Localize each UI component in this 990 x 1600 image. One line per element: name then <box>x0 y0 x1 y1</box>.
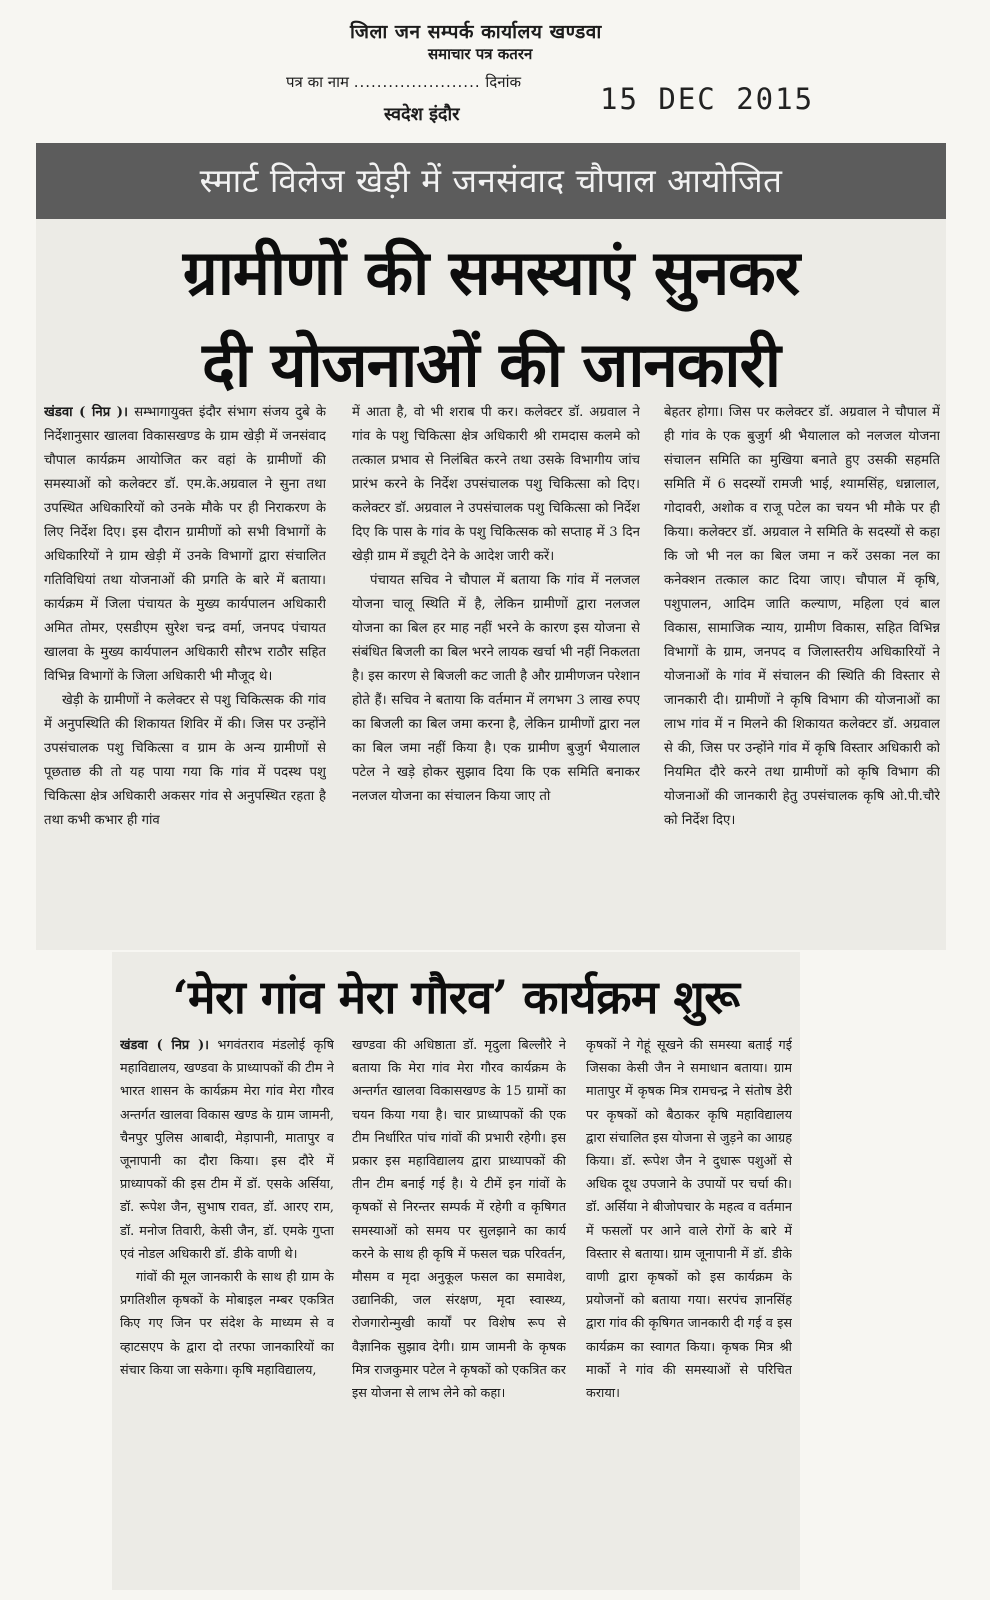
article1-paragraph <box>44 401 326 689</box>
article1-headline-line1: ग्रामीणों की समस्याएं सुनकर <box>182 236 800 309</box>
article2-dateline: खंडवा ( निप्र )। <box>120 1038 209 1053</box>
article2-column-3 <box>586 1034 792 1582</box>
article1-dateline: खंडवा ( निप्र )। <box>44 405 129 420</box>
article2-column-2 <box>352 1034 566 1582</box>
date-stamp: 15 DEC 2015 <box>600 82 815 116</box>
article2-column-1 <box>120 1034 334 1582</box>
article2-col1-p2: गांवों की मूल जानकारी के साथ ही ग्राम के प्रगतिशील कृषकों के मोबाइल नम्बर एकत्रित किए गए जिन पर संदेश के माध्यम से व व्हाटसएप के द्वारा दो तरफा जानकारियों का संचार किया जा सकेगा। कृषि महाविद्यालय, <box>120 1270 334 1378</box>
article1-col2-p1: में आता है, वो भी शराब पी कर। कलेक्टर डॉ. अग्रवाल ने गांव के पशु चिकित्सा क्षेत्र अधिकारी श्री रामदास कलमे को तत्काल प्रभाव से निलंबित करने तथा उसके विभागीय जांच प्रारंभ करने के निर्देश उपसंचालक पशु चिकित्सा को दिए। कलेक्टर डॉ. अग्रवाल ने उपसंचालक पशु चिकित्सा को निर्देश दिए कि पास के गांव के पशु चिकित्सक को सप्ताह में 3 दिन खेड़ी ग्राम में ड्यूटी देने के आदेश जारी करें। <box>352 405 640 564</box>
article1-headline <box>36 227 946 411</box>
paper-name-row <box>286 72 521 92</box>
clipping-stamp <box>0 18 990 128</box>
article1-column-1 <box>44 401 326 941</box>
article2-col3-p1: कृषकों ने गेहूं सूखने की समस्या बताई गई जिसका केसी जैन ने समाधान बताया। ग्राम मातापुर में कृषक मित्र रामचन्द्र ने संतोष डेरी पर कृषकों को बैठाकर कृषि महाविद्यालय द्वारा संचालित इस योजना से जुड़ने का आग्रह किया। डॉ. रूपेश जैन ने दुधारू पशुओं से अधिक दूध उपजाने के उपायों पर चर्चा की। डॉ. अर्सिया ने बीजोपचार के महत्व व वर्तमान में फसलों पर आने वाले रोगों के बारे में विस्तार से बताया। ग्राम जूनापानी में डॉ. डीके वाणी द्वारा कृषकों को इस कार्यक्रम के प्रयोजनों को बताया गया। सरपंच ज्ञानसिंह द्वारा गांव की कृषिगत जानकारी दी गई व इस कार्यक्रम का स्वागत किया। कृषक मित्र श्री मार्को ने गांव की समस्याओं से परिचित कराया। <box>586 1038 792 1402</box>
article2-col2-p1: खण्डवा की अधिष्ठाता डॉ. मृदुला बिल्लौरे ने बताया कि मेरा गांव मेरा गौरव कार्यक्रम के अन्तर्गत खालवा विकासखण्ड के 15 ग्रामों का चयन किया गया है। चार प्राध्यापकों की एक टीम निर्धारित पांच गांवों की प्रभारी रहेगी। इस प्रकार इस महाविद्यालय द्वारा प्राध्यापकों की तीन टीम बनाई गई है। ये टीमें इन गांवों के कृषकों से निरन्तर सम्पर्क में रहेगी व कृषिगत समस्याओं को समय पर सुलझाने का कार्य करने के साथ ही कृषि में फसल चक्र परिवर्तन, मौसम व मृदा अनुकूल फसल का समावेश, उद्यानिकी, जल संरक्षण, मृदा स्वास्थ्य, रोजगारोन्मुखी कार्यों पर विशेष रूप से वैज्ञानिक सुझाव देगी। ग्राम जामनी के कृषक मित्र राजकुमार पटेल ने कृषकों को एकत्रित कर इस योजना से लाभ लेने को कहा। <box>352 1038 566 1402</box>
date-label: दिनांक <box>485 73 521 91</box>
article1-kicker: स्मार्ट विलेज खेड़ी में जनसंवाद चौपाल आयोजित <box>36 143 946 219</box>
article1-column-2 <box>352 401 640 941</box>
article-clipping-2 <box>112 952 800 1590</box>
article1-col1-p1: सम्भागायुक्त इंदौर संभाग संजय दुबे के निर्देशानुसार खालवा विकासखण्ड के ग्राम खेड़ी में जनसंवाद चौपाल कार्यक्रम आयोजित कर वहां के ग्रामीणों की समस्याओं को कलेक्टर डॉ. एम.के.अग्रवाल ने सुना तथा उपस्थित अधिकारियों को उनके मौके पर ही निराकरण के लिए निर्देश दिए। इस दौरान ग्रामीणों को सभी विभागों के अधिकारियों ने ग्राम खेड़ी में उनके विभागों द्वारा संचालित गतिविधियां तथा योजनाओं की प्रगति के बारे में बताया। कार्यक्रम में जिला पंचायत के मुख्य कार्यपालन अधिकारी अमित तोमर, एसडीएम सुरेश चन्द्र वर्मा, जनपद पंचायत खालवा के मुख्य कार्यपालन अधिकारी सौरभ राठौर सहित विभिन्न विभागों के जिला अधिकारी भी मौजूद थे। <box>44 405 326 684</box>
article2-paragraph <box>120 1034 334 1266</box>
article1-body <box>44 401 940 941</box>
article-clipping-1 <box>36 143 946 950</box>
clipping-label: समाचार पत्र कतरन <box>428 45 533 63</box>
article1-col3-p1: बेहतर होगा। जिस पर कलेक्टर डॉ. अग्रवाल ने चौपाल में ही गांव के एक बुजुर्ग श्री भैयालाल को नलजल योजना संचालन समिति का मुखिया बनाते हुए उसकी सहमति समिति में 6 सदस्यों रामजी भाई, श्यामसिंह, धन्नालाल, गोदावरी, अशोक व राजू पटेल का चयन भी मौके पर ही किया। कलेक्टर डॉ. अग्रवाल ने समिति के सदस्यों से कहा कि जो भी नल का बिल जमा न करें उसका नल का कनेक्शन तत्काल काट दिया जाए। चौपाल में कृषि, पशुपालन, आदिम जाति कल्याण, महिला एवं बाल विकास, सामाजिक न्याय, ग्रामीण विकास, सहित विभिन्न विभागों के ग्राम, जनपद व जिलास्तरीय अधिकारियों ने योजनाओं के गांव में संचालन की स्थिति की विस्तार से जानकारी दी। ग्रामीणों ने कृषि विभाग की योजनाओं का लाभ गांव में न मिलने की शिकायत कलेक्टर डॉ. अग्रवाल से की, जिस पर उन्होंने गांव में कृषि विस्तार अधिकारी को नियमित दौरे करने तथा ग्रामीणों को कृषि विभाग की योजनाओं की जानकारी हेतु उपसंचालक कृषि ओ.पी.चौरे को निर्देश दिए। <box>664 405 940 828</box>
paper-name: स्वदेश इंदौर <box>384 104 460 125</box>
article1-headline-line2: दी योजनाओं की जानकारी <box>202 328 780 401</box>
paper-name-label: पत्र का नाम <box>286 73 349 91</box>
article2-headline: ‘मेरा गांव मेरा गौरव’ कार्यक्रम शुरू <box>172 970 740 1024</box>
office-line: जिला जन सम्पर्क कार्यालय खण्डवा <box>350 21 602 43</box>
article1-column-3 <box>664 401 940 941</box>
paper-name-dots: ...................... <box>353 73 481 91</box>
article2-col1-p1: भगवंतराव मंडलोई कृषि महाविद्यालय, खण्डवा के प्राध्यापकों की टीम ने भारत शासन के कार्यक्रम मेरा गांव मेरा गौरव अन्तर्गत खालवा विकास खण्ड के ग्राम जामनी, चैनपुर पुलिस आबादी, मेड़ापानी, मातापुर व जूनापानी का दौरा किया। इस दौरे में प्राध्यापकों की इस टीम में डॉ. एसके अर्सिया, डॉ. रूपेश जैन, सुभाष रावत, डॉ. आरए राम, डॉ. मनोज तिवारी, केसी जैन, डॉ. एमके गुप्ता एवं नोडल अधिकारी डॉ. डीके वाणी थे। <box>120 1038 334 1262</box>
article2-body <box>120 1034 792 1582</box>
article1-col2-p2: पंचायत सचिव ने चौपाल में बताया कि गांव में नलजल योजना चालू स्थिति में है, लेकिन ग्रामीणों द्वारा नलजल योजना का बिल हर माह नहीं भरने के कारण इस योजना से संबंधित बिजली का बिल भरने लायक खर्चा भी नहीं निकलता है। इस कारण से बिजली कट जाती है और ग्रामीणजन परेशान होते हैं। सचिव ने बताया कि वर्तमान में लगभग 3 लाख रुपए का बिजली का बिल जमा करना है, लेकिन ग्रामीणों द्वारा नल का बिल जमा नहीं किया है। एक ग्रामीण बुजुर्ग भैयालाल पटेल ने खड़े होकर सुझाव दिया कि एक समिति बनाकर नलजल योजना का संचालन किया जाए तो <box>352 573 640 804</box>
article1-col1-p2: खेड़ी के ग्रामीणों ने कलेक्टर से पशु चिकित्सक की गांव में अनुपस्थिति की शिकायत शिविर में की। जिस पर उन्होंने उपसंचालक पशु चिकित्सा व ग्राम के अन्य ग्रामीणों से पूछताछ की तो यह पाया गया कि गांव में पदस्थ पशु चिकित्सा क्षेत्र अधिकारी अकसर गांव से अनुपस्थित रहता है तथा कभी कभार ही गांव <box>44 693 326 828</box>
